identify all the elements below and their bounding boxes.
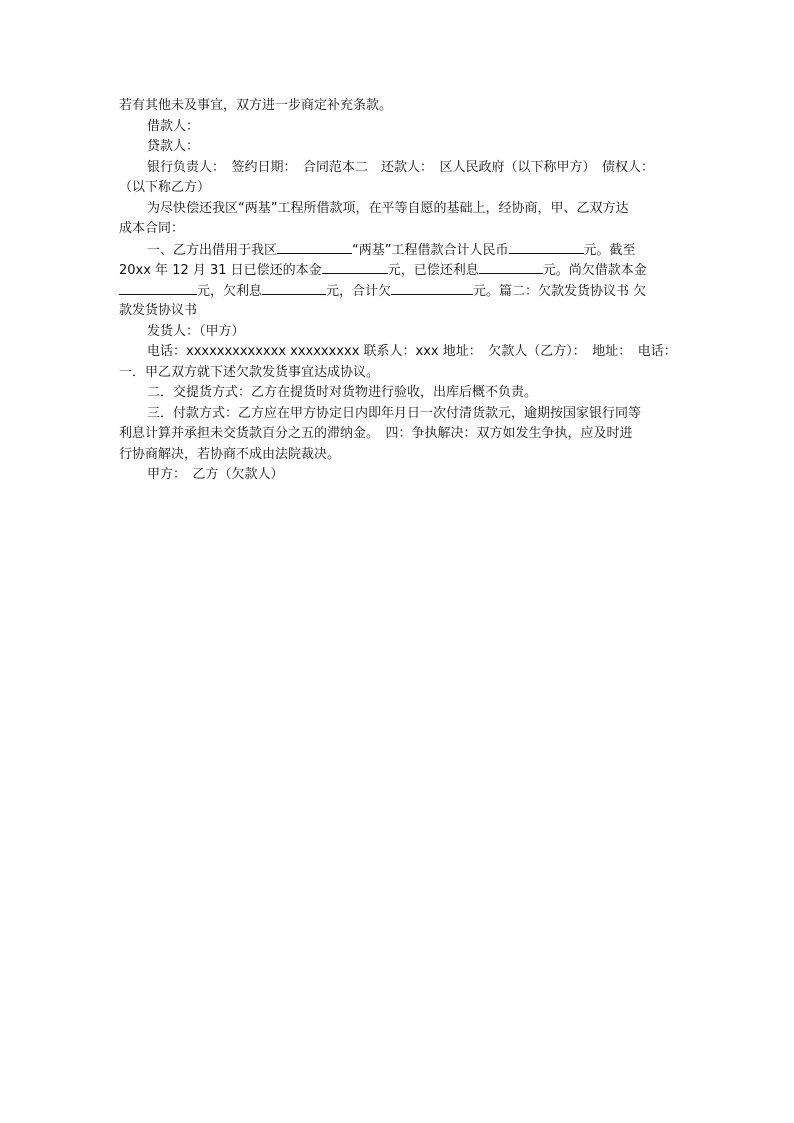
paragraph-line: 为尽快偿还我区“两基”工程所借款项，在平等自愿的基础上，经协商，甲、乙双方达	[147, 200, 629, 216]
fill-blank	[509, 240, 584, 254]
clause-text: 一、乙方出借用于我区	[147, 242, 278, 258]
paragraph-line: （以下称乙方）	[119, 180, 211, 195]
clause-text: “两基”工程借款合计人民币	[352, 242, 509, 258]
paragraph-line: 若有其他未及事宜，双方进一步商定补充条款。	[119, 98, 393, 113]
clause-text: 20xx 年 12 月 31 日已偿还的本金	[119, 263, 322, 278]
fill-blank	[277, 240, 352, 254]
paragraph-line: 三．付款方式：乙方应在甲方协定日内即年月日一次付清货款元，逾期按国家银行同等	[147, 405, 642, 421]
paragraph-line: 成本合同：	[119, 221, 185, 236]
shipper-label: 发货人：（甲方）	[147, 323, 245, 339]
fill-blank	[479, 260, 543, 274]
clause-text: 元，已偿还利息	[387, 263, 479, 278]
clause-one-line	[119, 260, 687, 281]
paragraph-line: 款发货协议书	[119, 303, 198, 318]
clause-text: 元，合计欠	[326, 283, 392, 299]
paragraph-line: 利息计算并承担未交货款百分之五的滞纳金。 四：争执解决：双方如发生争执，应及时进	[119, 426, 633, 441]
paragraph-line: 二．交提货方式：乙方在提货时对货物进行验收，出库后概不负责。	[147, 385, 538, 400]
signature-header-line: 银行负责人： 签约日期： 合同范本二 还款人： 区人民政府（以下称甲方） 债权人：	[147, 159, 655, 175]
document-body	[119, 96, 687, 486]
paragraph-line: 一．甲乙双方就下述欠款发货事宜达成协议。	[119, 364, 380, 380]
signature-line: 甲方： 乙方（欠款人）	[147, 467, 284, 482]
clause-text: 元。尚欠借款本金	[542, 263, 647, 278]
clause-text: 元。截至	[583, 242, 636, 258]
paragraph-line: 行协商解决，若协商不成由法院裁决。	[119, 446, 341, 462]
fill-blank	[262, 281, 326, 295]
clause-one-line	[119, 281, 687, 302]
fill-blank	[322, 260, 388, 274]
clause-text: 元。篇二：欠款发货协议书 欠	[473, 283, 647, 299]
contact-line: 电话：xxxxxxxxxxxxx xxxxxxxxx 联系人：xxx 地址： 欠款人（乙方）： 地址： 电话：	[147, 344, 677, 359]
lender-label: 贷款人：	[147, 139, 200, 154]
borrower-label: 借款人：	[147, 118, 200, 134]
clause-text: 元，欠利息	[197, 283, 263, 299]
fill-blank	[391, 281, 473, 295]
fill-blank	[119, 281, 197, 295]
clause-one-line	[119, 240, 687, 261]
